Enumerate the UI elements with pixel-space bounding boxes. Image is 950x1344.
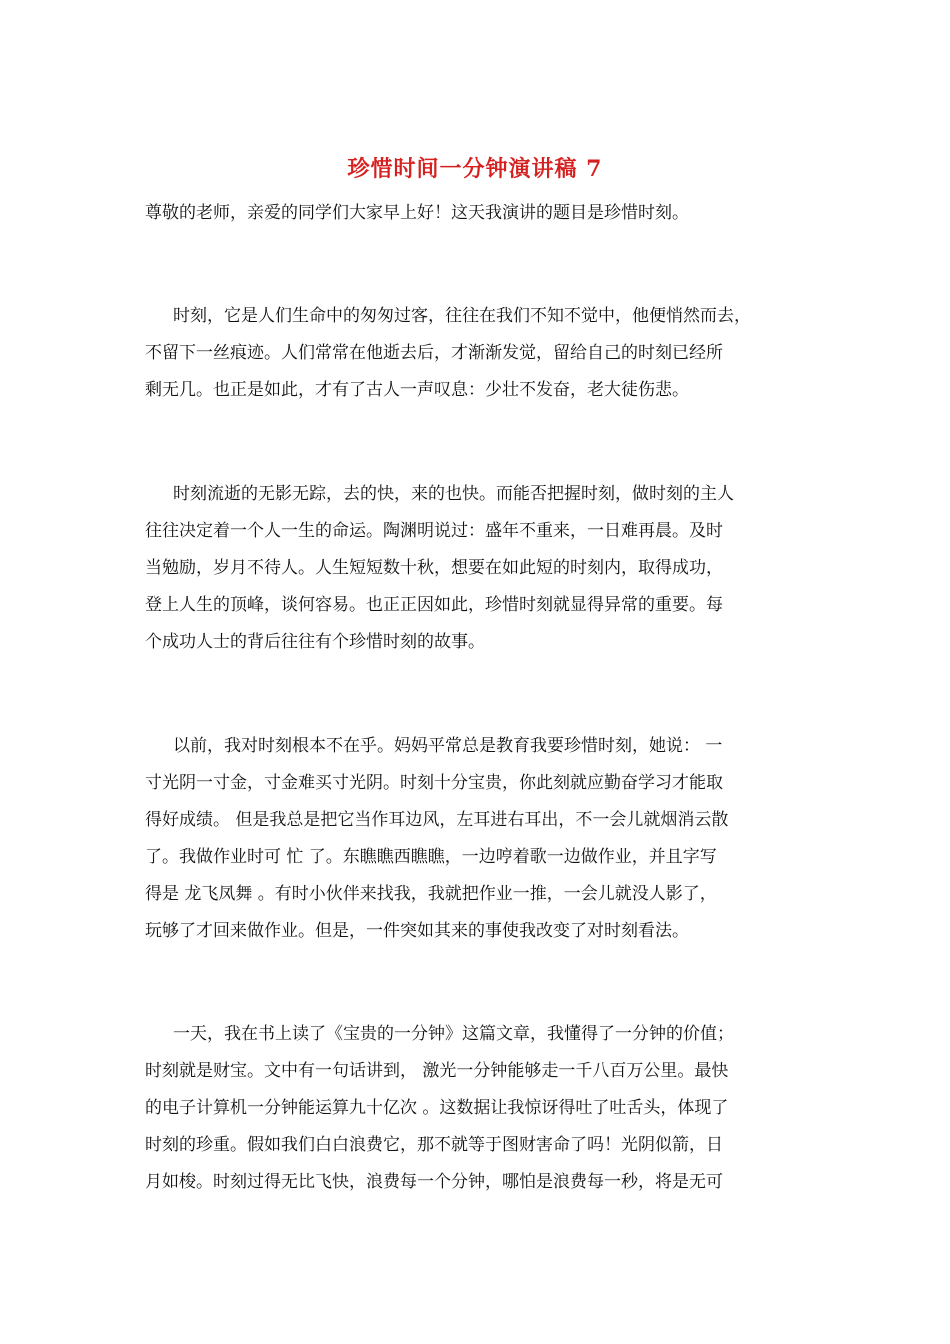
paragraph-3-line-4: 了。我做作业时可 忙 了。东瞧瞧西瞧瞧，一边哼着歌一边做作业，并且字写	[145, 847, 717, 867]
paragraph-2-line-4: 登上人生的顶峰，谈何容易。也正正因如此，珍惜时刻就显得异常的重要。每	[145, 595, 723, 615]
document-title: 珍惜时间一分钟演讲稿 7	[347, 156, 603, 182]
paragraph-2-line-3: 当勉励，岁月不待人。人生短短数十秋，想要在如此短的时刻内，取得成功，	[145, 558, 723, 578]
paragraph-1-line-1: 时刻，它是人们生命中的匆匆过客，往往在我们不知不觉中，他便悄然而去，	[173, 306, 751, 326]
paragraph-2-line-5: 个成功人士的背后往往有个珍惜时刻的故事。	[145, 632, 485, 652]
paragraph-3-line-1: 以前，我对时刻根本不在乎。妈妈平常总是教育我要珍惜时刻，她说： 一	[173, 736, 723, 756]
paragraph-4-line-5: 月如梭。时刻过得无比飞快，浪费每一个分钟，哪怕是浪费每一秒，将是无可	[145, 1172, 723, 1192]
paragraph-2-line-2: 往往决定着一个人一生的命运。陶渊明说过：盛年不重来，一日难再晨。及时	[145, 521, 723, 541]
paragraph-3-line-5: 得是 龙飞凤舞 。有时小伙伴来找我，我就把作业一推，一会儿就没人影了，	[145, 884, 717, 904]
paragraph-2-line-1: 时刻流逝的无影无踪，去的快，来的也快。而能否把握时刻，做时刻的主人	[173, 484, 734, 504]
paragraph-4-line-4: 时刻的珍重。假如我们白白浪费它，那不就等于图财害命了吗！光阴似箭，日	[145, 1135, 723, 1155]
paragraph-1-line-3: 剩无几。也正是如此，才有了古人一声叹息：少壮不发奋，老大徒伤悲。	[145, 380, 689, 400]
paragraph-3-line-3: 得好成绩。 但是我总是把它当作耳边风，左耳进右耳出，不一会儿就烟消云散	[145, 810, 729, 830]
greeting-line: 尊敬的老师，亲爱的同学们大家早上好！这天我演讲的题目是珍惜时刻。	[145, 203, 689, 223]
paragraph-1-line-2: 不留下一丝痕迹。人们常常在他逝去后，才渐渐发觉，留给自己的时刻已经所	[145, 343, 723, 363]
paragraph-4-line-1: 一天，我在书上读了《宝贵的一分钟》这篇文章，我懂得了一分钟的价值；	[173, 1024, 734, 1044]
paragraph-4-line-3: 的电子计算机一分钟能运算九十亿次 。这数据让我惊讶得吐了吐舌头，体现了	[145, 1098, 729, 1118]
paragraph-3-line-6: 玩够了才回来做作业。但是，一件突如其来的事使我改变了对时刻看法。	[145, 921, 689, 941]
paragraph-4-line-2: 时刻就是财宝。文中有一句话讲到， 激光一分钟能够走一千八百万公里。最快	[145, 1061, 729, 1081]
paragraph-3-line-2: 寸光阴一寸金，寸金难买寸光阴。时刻十分宝贵，你此刻就应勤奋学习才能取	[145, 773, 723, 793]
